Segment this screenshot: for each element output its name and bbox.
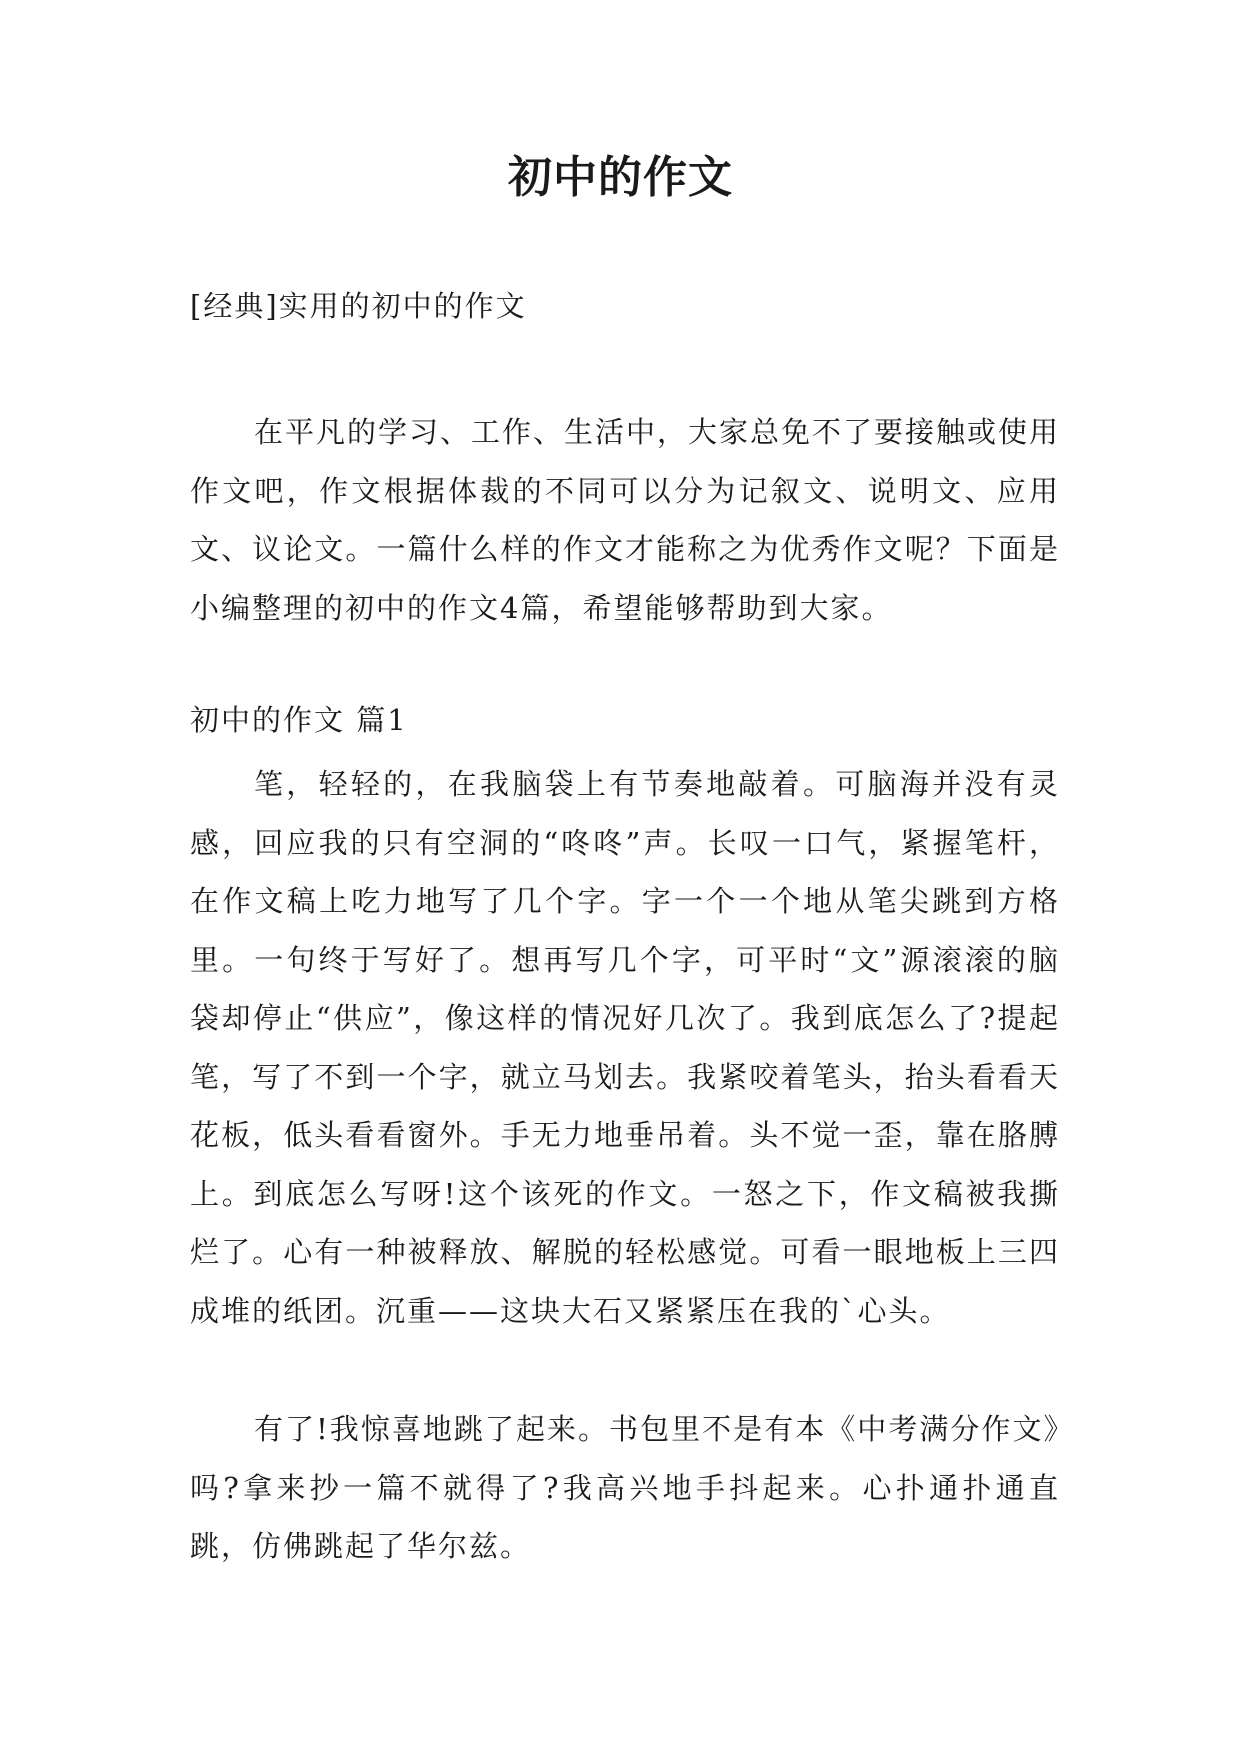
body-paragraph-2: 有了!我惊喜地跳了起来。书包里不是有本《中考满分作文》吗?拿来抄一篇不就得了?我高兴地手抖起来。心扑通扑通直跳，仿佛跳起了华尔兹。 bbox=[190, 1412, 1060, 1563]
intro-paragraph: 在平凡的学习、工作、生活中，大家总免不了要接触或使用作文吧，作文根据体裁的不同可以分为记叙文、说明文、应用文、议论文。一篇什么样的作文才能称之为优秀作文呢？下面是小编整理的初中的作文4篇，希望能够帮助到大家。 bbox=[190, 415, 1061, 625]
page-title: 初中的作文 bbox=[508, 152, 733, 203]
body-paragraph-1: 笔，轻轻的，在我脑袋上有节奏地敲着。可脑海并没有灵感，回应我的只有空洞的“咚咚”声。长叹一口气，紧握笔杆，在作文稿上吃力地写了几个字。字一个一个地从笔尖跳到方格里。一句终于写好了。想再写几个字，可平时“文”源滚滚的脑袋却停止“供应”，像这样的情况好几次了。我到底怎么了?提起笔，写了不到一个字，就立马划去。我紧咬着笔头，抬头看看天花板，低头看看窗外。手无力地垂吊着。头不觉一歪，靠在胳膊上。到底怎么写呀!这个该死的作文。一怒之下，作文稿被我撕烂了。心有一种被释放、解脱的轻松感觉。可看一眼地板上三四成堆的纸团。沉重——这块大石又紧紧压在我的`心头。 bbox=[190, 767, 1060, 1328]
section-heading: 初中的作文 篇1 bbox=[190, 703, 408, 737]
document-subtitle: [经典]实用的初中的作文 bbox=[190, 289, 527, 323]
